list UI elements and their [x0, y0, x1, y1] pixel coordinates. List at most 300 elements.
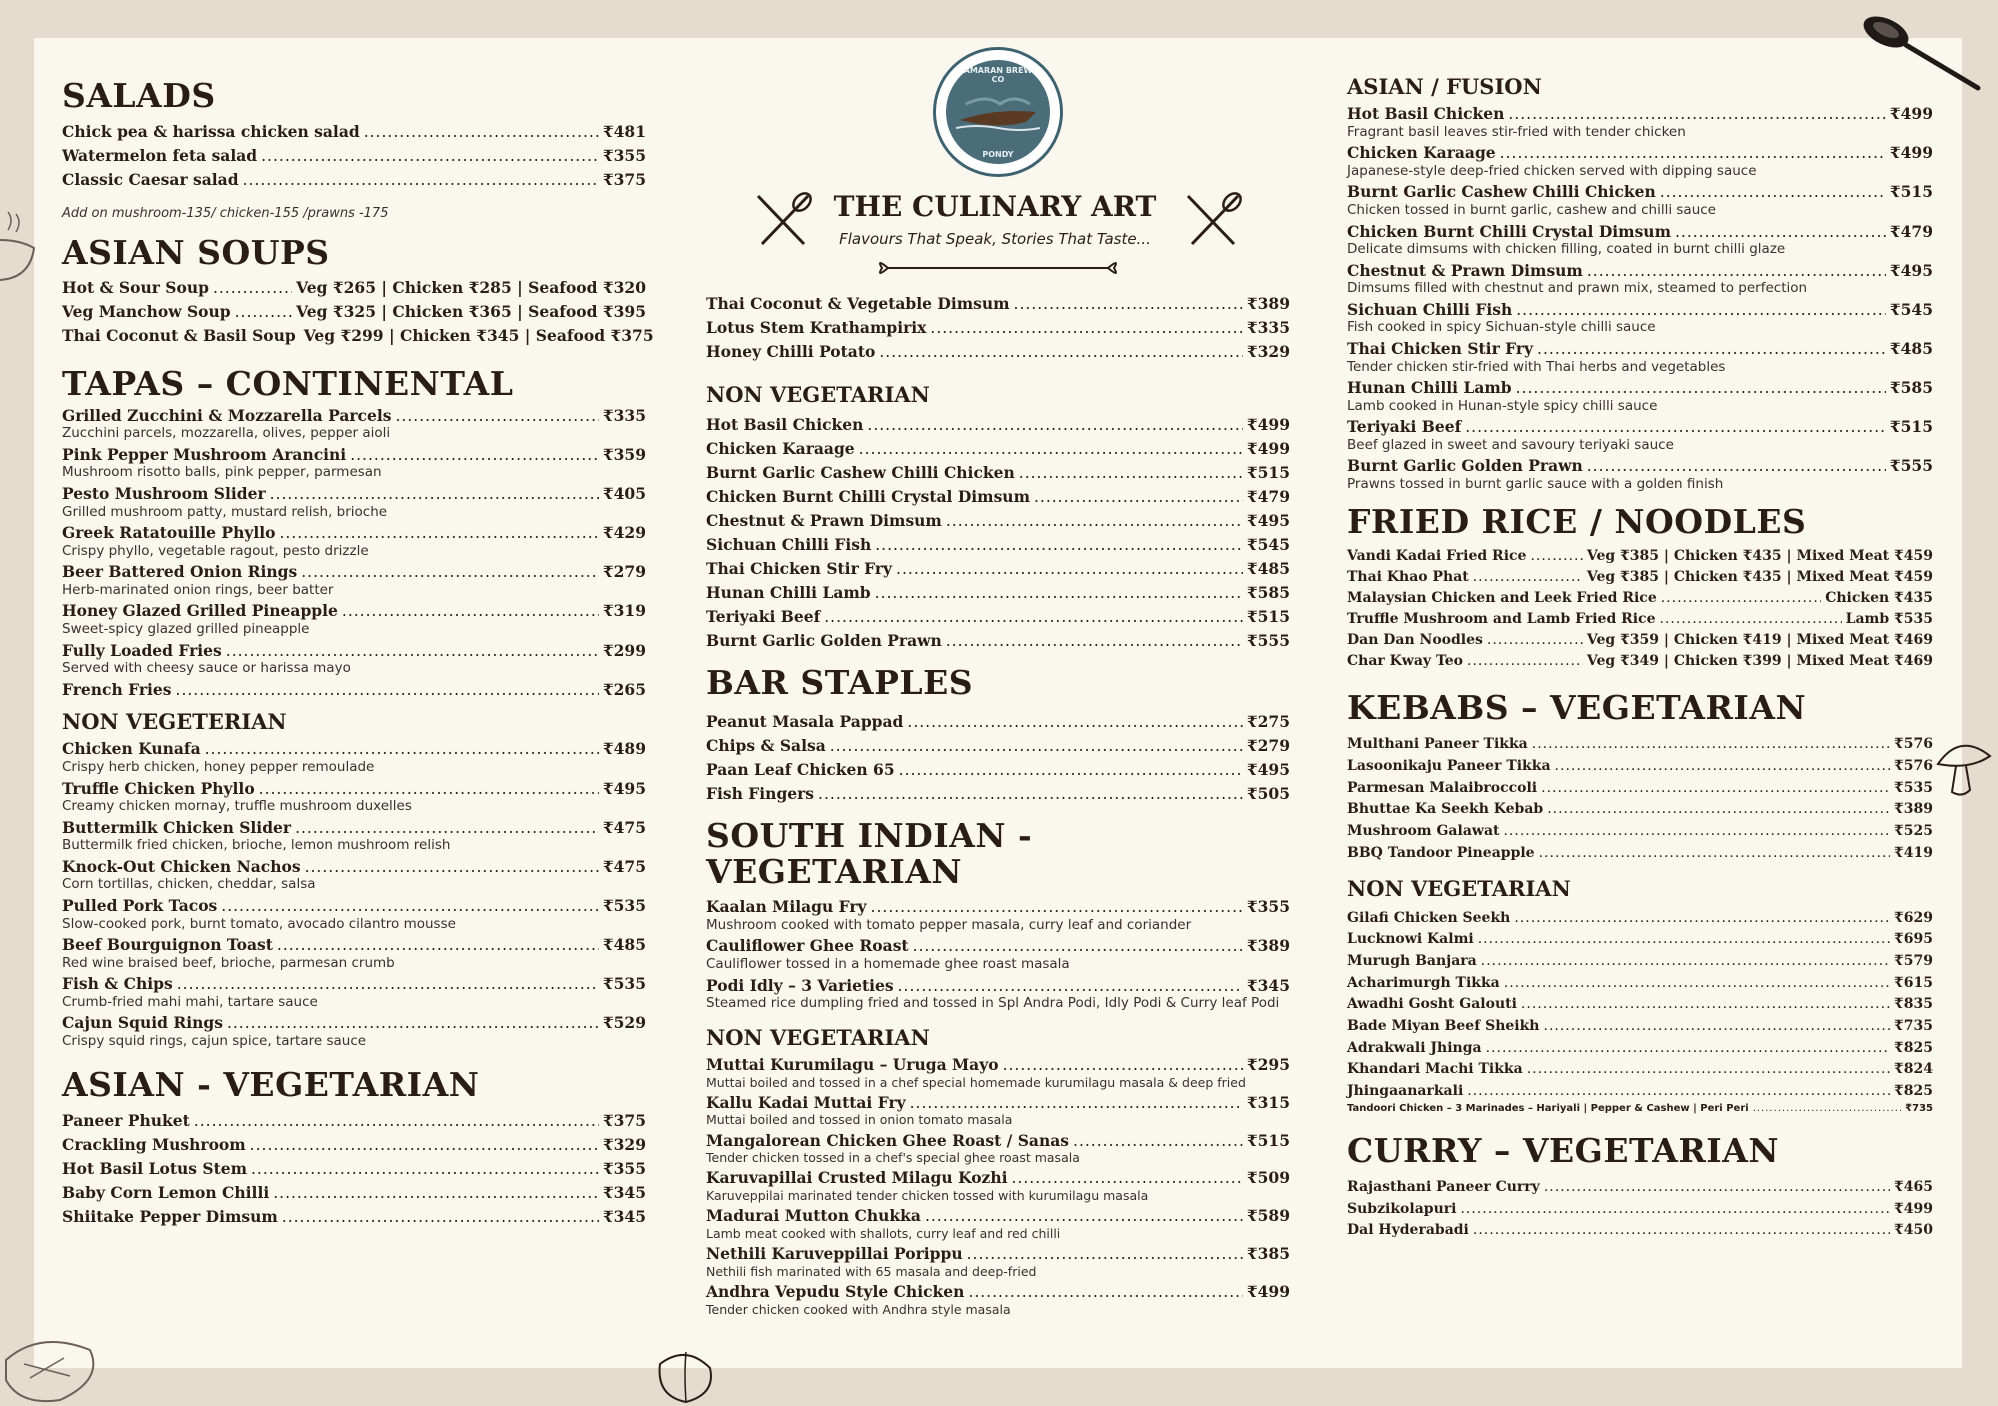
item-name: Chicken Kunafa	[62, 739, 201, 759]
item-description: Served with cheesy sauce or harissa mayo	[62, 660, 351, 677]
menu-item-row	[1347, 1038, 1933, 1060]
leader-dots	[1019, 461, 1243, 485]
menu-item-row	[706, 1245, 1290, 1264]
leader-dots	[1460, 1199, 1890, 1221]
item-name: Shiitake Pepper Dimsum	[62, 1206, 278, 1226]
menu-item-row	[62, 1181, 646, 1205]
item-description: Nethili fish marinated with 65 masala and deep-fried	[706, 1263, 1037, 1279]
leader-dots	[221, 897, 599, 916]
item-name: Pesto Mushroom Slider	[62, 483, 266, 503]
menu-item-row	[1347, 223, 1933, 242]
leader-dots	[859, 437, 1243, 461]
menu-item-row	[1347, 183, 1933, 202]
leader-dots	[1547, 799, 1890, 821]
leader-dots	[205, 740, 599, 759]
leader-dots	[1073, 1132, 1243, 1151]
item-price: ₹615	[1894, 974, 1933, 991]
leader-dots	[301, 563, 599, 582]
item-price: ₹589	[1246, 1206, 1290, 1226]
item-price: ₹315	[1246, 1092, 1290, 1112]
item-price: ₹835	[1894, 996, 1933, 1013]
menu-item-row	[1347, 1016, 1933, 1038]
leader-dots	[879, 340, 1243, 364]
menu-item-row	[1347, 1199, 1933, 1221]
leader-dots	[946, 629, 1243, 653]
section-title-asian-veg: ASIAN - VEGETARIAN	[62, 1064, 480, 1104]
menu-item-row	[706, 316, 1290, 340]
menu-item-row	[706, 485, 1290, 509]
menu-item-row	[62, 780, 646, 799]
item-price: ₹495	[602, 778, 646, 798]
item-name: Knock-Out Chicken Nachos	[62, 856, 301, 876]
item-description: Chicken tossed in burnt garlic, cashew and chilli sauce	[1347, 202, 1716, 219]
item-name: Chicken Karaage	[706, 439, 855, 459]
leader-dots	[824, 605, 1243, 629]
item-name: Classic Caesar salad	[62, 170, 239, 190]
menu-item-row	[62, 602, 646, 621]
boat-icon	[956, 90, 1040, 134]
item-name: Murugh Banjara	[1347, 952, 1477, 969]
leader-dots	[176, 681, 599, 700]
leader-dots	[913, 937, 1243, 956]
leader-dots	[967, 1245, 1243, 1264]
item-name: Thai Coconut & Vegetable Dimsum	[706, 294, 1010, 313]
tapas-nonveg-title: NON VEGETERIAN	[62, 709, 287, 735]
leader-dots	[1514, 908, 1890, 930]
item-price: ₹279	[1246, 735, 1290, 755]
leader-dots	[1516, 301, 1886, 320]
menu-item-row	[706, 413, 1290, 437]
menu-item-row	[62, 936, 646, 955]
leader-dots	[1503, 821, 1890, 843]
item-price: ₹495	[1246, 759, 1290, 779]
item-price: ₹499	[1889, 104, 1933, 124]
item-description: Corn tortillas, chicken, cheddar, salsa	[62, 876, 316, 893]
item-name: Peanut Masala Pappad	[706, 711, 904, 731]
leader-dots	[1003, 1056, 1243, 1075]
item-name: Chestnut & Prawn Dimsum	[706, 511, 942, 531]
menu-item-row	[1347, 929, 1933, 951]
menu-item-row	[1347, 262, 1933, 281]
menu-item-row	[62, 300, 646, 324]
salads-list	[62, 120, 646, 192]
menu-item-row	[706, 758, 1290, 782]
menu-item-row	[706, 710, 1290, 734]
item-name: Veg Manchow Soup	[62, 301, 231, 321]
leader-dots	[277, 936, 599, 955]
menu-item-row	[706, 1169, 1290, 1188]
tandoori-chicken-row	[1347, 1103, 1933, 1115]
flourish-divider	[868, 256, 1128, 280]
menu-item-row	[706, 340, 1290, 364]
item-name: Char Kway Teo	[1347, 652, 1463, 669]
fusion-list	[1347, 105, 1933, 493]
section-title-fusion: ASIAN / FUSION	[1347, 74, 1542, 99]
item-price: ₹576	[1894, 736, 1933, 753]
menu-item-row	[1347, 418, 1933, 437]
leader-dots	[259, 780, 599, 799]
item-prices: Lamb ₹535	[1845, 610, 1933, 627]
item-name: Chicken Burnt Chilli Crystal Dimsum	[706, 487, 1030, 507]
menu-item-row	[62, 819, 646, 838]
item-name: Thai Chicken Stir Fry	[706, 559, 893, 579]
leader-dots	[1034, 485, 1243, 509]
item-price: ₹499	[1246, 1282, 1290, 1302]
menu-item-row	[1347, 301, 1933, 320]
brand-tagline: Flavours That Speak, Stories That Taste...	[839, 230, 1151, 248]
section-title-rice: FRIED RICE / NOODLES	[1347, 501, 1807, 541]
logo-top-text: CATAMARAN BREWING CO	[947, 66, 1049, 84]
steak-icon	[0, 1320, 110, 1406]
item-price: ₹465	[1894, 1178, 1933, 1195]
item-name: Hunan Chilli Lamb	[706, 583, 871, 603]
menu-item-row	[62, 485, 646, 504]
item-price: ₹585	[1889, 378, 1933, 398]
item-description: Prawns tossed in burnt garlic sauce with a golden finish	[1347, 476, 1724, 493]
leader-dots	[1473, 567, 1583, 588]
item-price: ₹275	[1246, 711, 1290, 731]
item-name: Multhani Paneer Tikka	[1347, 736, 1528, 753]
item-price: ₹299	[602, 640, 646, 660]
item-name: Pink Pepper Mushroom Arancini	[62, 444, 347, 464]
item-name: Acharimurgh Tikka	[1347, 974, 1500, 991]
menu-item-row	[1347, 778, 1933, 800]
item-price: ₹535	[602, 896, 646, 916]
leader-dots	[227, 1014, 599, 1033]
item-name: Burnt Garlic Golden Prawn	[1347, 456, 1583, 476]
item-price: ₹279	[602, 562, 646, 582]
leader-dots	[282, 1205, 599, 1229]
item-price: ₹545	[1246, 535, 1290, 555]
tapas-veg-list	[62, 407, 646, 700]
item-description: Crispy herb chicken, honey pepper remoulade	[62, 759, 375, 776]
leader-dots	[270, 485, 599, 504]
menu-item-row	[706, 461, 1290, 485]
item-price: ₹509	[1246, 1168, 1290, 1188]
item-price: ₹545	[1889, 299, 1933, 319]
item-name: Khandari Machi Tikka	[1347, 1061, 1523, 1078]
menu-item-row	[706, 1283, 1290, 1302]
item-description: Fish cooked in spicy Sichuan-style chilli sauce	[1347, 319, 1656, 336]
item-price: ₹450	[1894, 1222, 1933, 1239]
menu-item-row	[1347, 1177, 1933, 1199]
item-name: Vandi Kadai Fried Rice	[1347, 547, 1527, 564]
leader-dots	[1530, 546, 1582, 567]
item-price: ₹295	[1246, 1054, 1290, 1074]
item-name: Beef Bourguignon Toast	[62, 935, 273, 955]
menu-item-row	[62, 642, 646, 661]
salads-addon-note: Add on mushroom-135/ chicken-155 /prawns -175	[62, 206, 389, 222]
item-prices: Veg ₹385 | Chicken ₹435 | Mixed Meat ₹459	[1586, 547, 1933, 564]
item-price: ₹535	[1894, 779, 1933, 796]
south-nonveg-list	[706, 1056, 1290, 1318]
item-prices: Veg ₹265 | Chicken ₹285 | Seafood ₹320	[296, 277, 646, 297]
menu-item-row	[62, 324, 654, 348]
leader-dots	[968, 1283, 1242, 1302]
menu-item-row	[706, 782, 1290, 806]
leader-dots	[250, 1133, 599, 1157]
item-name: Buttermilk Chicken Slider	[62, 817, 292, 837]
item-name: Paneer Phuket	[62, 1110, 190, 1130]
menu-item-row	[62, 1205, 646, 1229]
item-price: ₹825	[1894, 1039, 1933, 1056]
item-name: Cajun Squid Rings	[62, 1013, 223, 1033]
item-price: ₹499	[1246, 415, 1290, 435]
leader-dots	[946, 509, 1243, 533]
item-name: Podi Idly – 3 Varieties	[706, 975, 894, 995]
item-price: ₹576	[1894, 757, 1933, 774]
item-price: ₹355	[1246, 897, 1290, 917]
item-price: ₹319	[602, 601, 646, 621]
item-price: ₹515	[1889, 417, 1933, 437]
leader-dots	[1537, 340, 1886, 359]
item-price: ₹515	[1889, 182, 1933, 202]
menu-item-row	[706, 1094, 1290, 1113]
menu-item-row	[706, 509, 1290, 533]
item-prices: Veg ₹349 | Chicken ₹399 | Mixed Meat ₹469	[1586, 652, 1933, 669]
item-prices: Veg ₹325 | Chicken ₹365 | Seafood ₹395	[296, 301, 646, 321]
menu-item-row	[706, 1207, 1290, 1226]
menu-item-row	[1347, 1059, 1933, 1081]
menu-item-row	[1347, 1081, 1933, 1103]
item-name: Thai Coconut & Basil Soup	[62, 326, 296, 346]
section-title-tapas: TAPAS – CONTINENTAL	[62, 364, 514, 404]
item-name: French Fries	[62, 679, 172, 699]
item-name: Burnt Garlic Golden Prawn	[706, 631, 942, 651]
leader-dots	[251, 1157, 599, 1181]
item-price: ₹355	[602, 1158, 646, 1178]
asian-veg-list-a	[62, 1109, 646, 1229]
tapas-nonveg-list	[62, 740, 646, 1050]
menu-item-row	[706, 533, 1290, 557]
menu-item-row	[1347, 651, 1933, 672]
menu-item-row	[706, 605, 1290, 629]
menu-item-row	[1347, 144, 1933, 163]
menu-item-row	[1347, 734, 1933, 756]
menu-item-row	[62, 563, 646, 582]
item-name: Kallu Kadai Muttai Fry	[706, 1092, 906, 1112]
item-description: Tender chicken cooked with Andhra style masala	[706, 1301, 1011, 1317]
item-name: Dan Dan Noodles	[1347, 631, 1483, 648]
menu-item-row	[62, 1014, 646, 1033]
menu-item-row	[706, 581, 1290, 605]
item-price: ₹529	[602, 1013, 646, 1033]
menu-item-row	[1347, 630, 1933, 651]
item-description: Mushroom cooked with tomato pepper masala, curry leaf and coriander	[706, 916, 1192, 933]
leader-dots	[226, 642, 599, 661]
item-description: Grilled mushroom patty, mustard relish, brioche	[62, 503, 388, 520]
leader-dots	[213, 277, 292, 300]
item-description: Tender chicken stir-fried with Thai herbs and vegetables	[1347, 358, 1726, 375]
item-description: Crispy squid rings, cajun spice, tartare sauce	[62, 1033, 367, 1050]
menu-item-row	[62, 858, 646, 877]
menu-item-row	[706, 734, 1290, 758]
menu-item-row	[706, 557, 1290, 581]
menu-item-row	[62, 407, 646, 426]
item-price: ₹345	[602, 1206, 646, 1226]
leader-dots	[925, 1207, 1243, 1226]
menu-item-row	[1347, 994, 1933, 1016]
menu-item-row	[62, 168, 646, 192]
item-description: Zucchini parcels, mozzarella, olives, pepper aioli	[62, 425, 391, 442]
leader-dots	[867, 413, 1242, 437]
item-prices: Veg ₹359 | Chicken ₹419 | Mixed Meat ₹469	[1586, 631, 1933, 648]
item-name: Fully Loaded Fries	[62, 640, 222, 660]
section-title-bar: BAR STAPLES	[706, 663, 974, 703]
leader-dots	[1675, 223, 1886, 242]
item-price: ₹419	[1894, 844, 1933, 861]
item-name: Hot Basil Chicken	[1347, 104, 1505, 124]
menu-item-row	[62, 120, 646, 144]
item-name: Hunan Chilli Lamb	[1347, 378, 1512, 398]
menu-item-row	[1347, 1220, 1933, 1242]
item-price: ₹824	[1894, 1061, 1933, 1078]
item-price: ₹825	[1894, 1083, 1933, 1099]
item-description: Slow-cooked pork, burnt tomato, avocado cilantro mousse	[62, 915, 456, 932]
item-price: ₹481	[602, 122, 646, 142]
asian-nonveg-list	[706, 413, 1290, 653]
item-description: Beef glazed in sweet and savoury teriyaki sauce	[1347, 436, 1674, 453]
leader-dots	[1660, 183, 1886, 202]
item-price: ₹515	[1246, 607, 1290, 627]
leader-dots	[1465, 418, 1886, 437]
kebabs-nonveg-list	[1347, 908, 1933, 1103]
section-title-south: SOUTH INDIAN - VEGETARIAN	[706, 815, 1033, 892]
item-price: ₹265	[602, 679, 646, 699]
leader-dots	[1467, 1081, 1890, 1103]
section-title-soups: ASIAN SOUPS	[62, 233, 330, 273]
item-description: Creamy chicken mornay, truffle mushroom duxelles	[62, 798, 412, 815]
item-prices: Veg ₹385 | Chicken ₹435 | Mixed Meat ₹459	[1586, 568, 1933, 585]
item-description: Lamb cooked in Hunan-style spicy chilli sauce	[1347, 397, 1658, 414]
item-price: ₹485	[1889, 339, 1933, 359]
item-name: Baby Corn Lemon Chilli	[62, 1182, 270, 1202]
item-name: Mangalorean Chicken Ghee Roast / Sanas	[706, 1130, 1070, 1150]
menu-item-row	[706, 937, 1290, 956]
leader-dots	[930, 316, 1242, 340]
item-price: ₹485	[602, 935, 646, 955]
menu-item-row	[1347, 567, 1933, 588]
item-price: ₹499	[1889, 143, 1933, 163]
menu-item-row	[62, 446, 646, 465]
item-name: Grilled Zucchini & Mozzarella Parcels	[62, 405, 392, 425]
logo-bottom-text: PONDY	[982, 150, 1014, 159]
item-price: ₹485	[1246, 559, 1290, 579]
item-description: Dimsums filled with chestnut and prawn mix, steamed to perfection	[1347, 280, 1808, 297]
item-price: ₹489	[602, 739, 646, 759]
section-title-kebabs: KEBABS – VEGETARIAN	[1347, 687, 1807, 727]
item-name: Hot & Sour Soup	[62, 277, 209, 297]
item-price: ₹375	[602, 1110, 646, 1130]
menu-item-row	[1347, 908, 1933, 930]
item-description: Sweet-spicy glazed grilled pineapple	[62, 620, 310, 637]
leader-dots	[875, 533, 1243, 557]
menu-item-row	[1347, 457, 1933, 476]
kebabs-veg-list	[1347, 734, 1933, 864]
asian-veg-list-b	[706, 292, 1290, 364]
item-price: ₹515	[1246, 463, 1290, 483]
leader-dots	[194, 1109, 599, 1133]
item-name: Thai Khao Phat	[1347, 568, 1469, 585]
menu-item-row	[706, 977, 1290, 996]
brand-title: THE CULINARY ART	[833, 190, 1157, 223]
item-price: ₹345	[1246, 975, 1290, 995]
item-name: Bhuttae Ka Seekh Kebab	[1347, 801, 1544, 818]
menu-item-row	[706, 898, 1290, 917]
leader-dots	[1587, 457, 1886, 476]
leader-dots	[342, 602, 599, 621]
leader-dots	[1481, 951, 1890, 973]
item-price: ₹495	[1889, 260, 1933, 280]
section-title-salads: SALADS	[62, 76, 216, 115]
item-price: ₹329	[1246, 342, 1290, 362]
item-description: Muttai boiled and tossed in a chef special homemade kurumilagu masala & deep fried	[706, 1074, 1246, 1090]
soups-list	[62, 276, 654, 349]
leader-dots	[1516, 379, 1886, 398]
item-name: Dal Hyderabadi	[1347, 1222, 1469, 1239]
item-name: Honey Chilli Potato	[706, 342, 876, 362]
item-name: Cauliflower Ghee Roast	[706, 936, 909, 956]
item-price: ₹479	[1889, 221, 1933, 241]
menu-item-row	[1347, 546, 1933, 567]
item-description: Herb-marinated onion rings, beer batter	[62, 581, 334, 598]
leader-dots	[1587, 262, 1886, 281]
item-name: Nethili Karuveppillai Porippu	[706, 1244, 963, 1264]
item-price: ₹585	[1246, 583, 1290, 603]
leader-dots	[395, 407, 598, 426]
item-name: Hot Basil Chicken	[706, 415, 864, 435]
item-price: ₹475	[602, 856, 646, 876]
menu-item-row	[1347, 973, 1933, 995]
leader-dots	[1661, 588, 1821, 609]
menu-item-row	[706, 629, 1290, 653]
item-price: ₹355	[602, 146, 646, 166]
item-name: Muttai Kurumilagu – Uruga Mayo	[706, 1054, 999, 1074]
menu-item-row	[1347, 588, 1933, 609]
leader-dots	[871, 898, 1243, 917]
leader-dots	[235, 301, 293, 324]
leader-dots	[1467, 651, 1583, 672]
item-price: ₹735	[1905, 1102, 1933, 1114]
leader-dots	[1555, 756, 1890, 778]
item-name: Mushroom Galawat	[1347, 822, 1500, 839]
item-name: Truffle Chicken Phyllo	[62, 778, 255, 798]
leader-dots	[279, 524, 598, 543]
brand-logo	[933, 47, 1063, 177]
menu-item-row	[706, 1132, 1290, 1151]
mushroom-icon	[1930, 730, 1998, 800]
menu-item-row	[706, 292, 1290, 316]
item-price: ₹555	[1246, 631, 1290, 651]
item-name: Malaysian Chicken and Leek Fried Rice	[1347, 589, 1657, 606]
leader-dots	[1544, 1016, 1891, 1038]
leader-dots	[899, 758, 1243, 782]
item-description: Steamed rice dumpling fried and tossed in Spl Andra Podi, Idly Podi & Curry leaf Podi	[706, 995, 1280, 1012]
garlic-icon	[650, 1344, 730, 1406]
menu-item-row	[1347, 609, 1933, 630]
item-description: Karuveppilai marinated tender chicken tossed with kurumilagu masala	[706, 1188, 1149, 1204]
leader-dots	[1544, 1177, 1890, 1199]
leader-dots	[350, 446, 599, 465]
asian-nonveg-title: NON VEGETARIAN	[706, 382, 930, 408]
item-description: Muttai boiled and tossed in onion tomato masala	[706, 1112, 1013, 1128]
column-right	[1347, 74, 1933, 1242]
leader-dots	[1473, 1220, 1890, 1242]
column-left	[62, 76, 654, 1229]
item-description: Mushroom risotto balls, pink pepper, parmesan	[62, 464, 382, 481]
item-name: Sichuan Chilli Fish	[706, 535, 872, 555]
curry-list	[1347, 1177, 1933, 1242]
